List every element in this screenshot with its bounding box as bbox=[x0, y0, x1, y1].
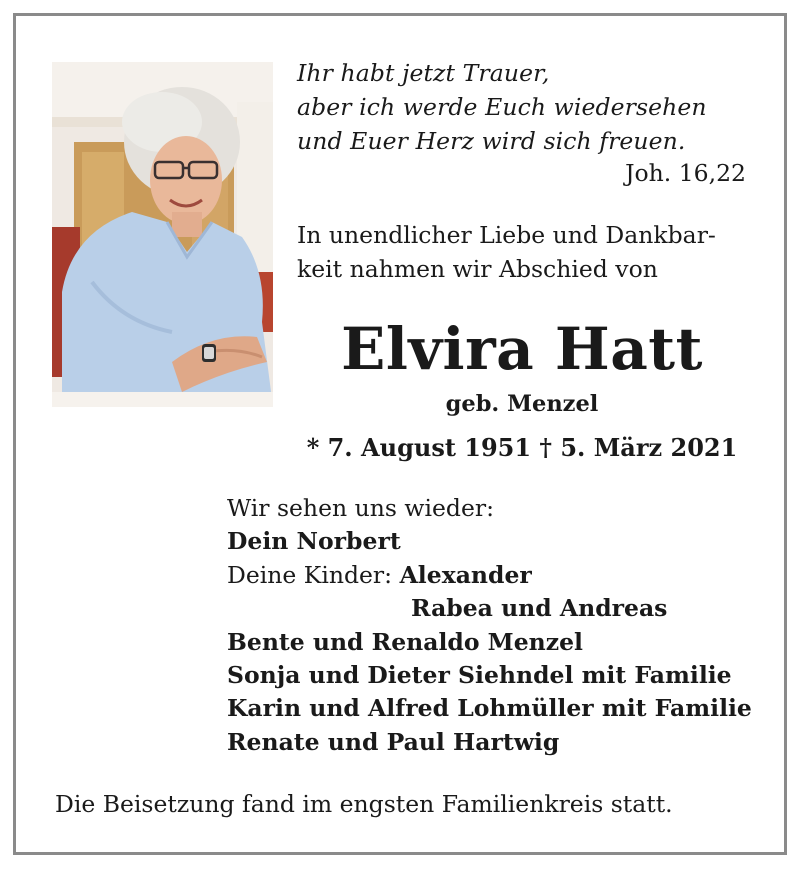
verse-line-1: Ihr habt jetzt Trauer, bbox=[297, 59, 550, 87]
family-1: Bente und Renaldo Menzel bbox=[227, 627, 583, 656]
children-row bbox=[227, 559, 767, 592]
portrait-photo bbox=[52, 62, 273, 407]
family-3: Karin und Alfred Lohmüller mit Familie bbox=[227, 694, 752, 723]
verse-line-2: aber ich werde Euch wiedersehen bbox=[297, 93, 707, 121]
mourners-list bbox=[227, 492, 767, 759]
birth-name: geb. Menzel bbox=[445, 391, 599, 417]
verse-reference: Joh. 16,22 bbox=[625, 159, 746, 187]
family-2: Sonja und Dieter Siehndel mit Familie bbox=[227, 661, 732, 690]
burial-note: Die Beisetzung fand im engsten Familienkreis statt. bbox=[55, 790, 673, 818]
child-name-1: Alexander bbox=[399, 560, 532, 589]
intro-line-1: In unendlicher Liebe und Dankbar- bbox=[297, 221, 716, 249]
spouse-name: Dein Norbert bbox=[227, 527, 401, 556]
deceased-name: Elvira Hatt bbox=[341, 315, 703, 383]
verse-line-3: und Euer Herz wird sich freuen. bbox=[297, 127, 686, 155]
bible-verse bbox=[297, 56, 757, 158]
life-dates: * 7. August 1951 † 5. März 2021 bbox=[306, 433, 738, 462]
children-label: Deine Kinder: bbox=[227, 560, 393, 589]
intro-text bbox=[297, 218, 767, 286]
children-row-2 bbox=[227, 592, 767, 625]
mourners-heading: Wir sehen uns wieder: bbox=[227, 494, 495, 522]
family-4: Renate und Paul Hartwig bbox=[227, 727, 560, 756]
intro-line-2: keit nahmen wir Abschied von bbox=[297, 255, 658, 283]
child-name-2: Rabea und Andreas bbox=[411, 594, 668, 623]
